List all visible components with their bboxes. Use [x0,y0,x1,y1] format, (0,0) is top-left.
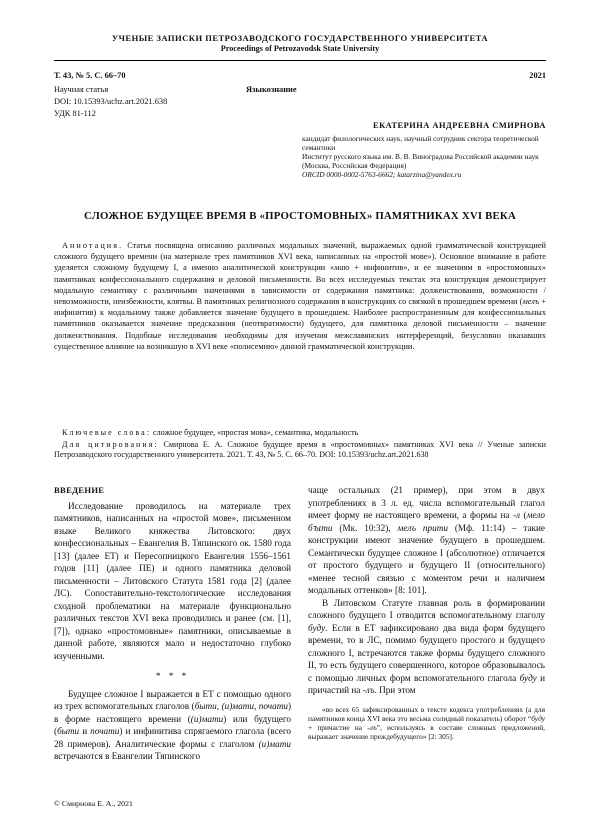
abstract-italic: мелъ [522,297,540,307]
paragraph [308,597,545,697]
italic: мело бꙑти [308,510,546,533]
author-name: ЕКАТЕРИНА АНДРЕЕВНА СМИРНОВА [372,121,546,130]
volume-pages: Т. 43, № 5. С. 66–70 [54,71,126,80]
article-type: Научная статья [54,85,109,94]
header-rule [54,60,546,61]
article-title: СЛОЖНОЕ БУДУЩЕЕ ВРЕМЯ В «ПРОСТОМОВНЫХ» ПАМЯТНИКАХ XVI ВЕКА [84,210,516,222]
author-institute: Институт русского языка им. В. В. Виноградова Российской академии наук (Москва, Российская Федерация) [302,152,539,171]
italic: быти [57,726,80,736]
abstract [54,240,546,352]
author-position: кандидат филологических наук, научный сотрудник сектора теоретической семантики [302,134,539,153]
abstract-label: Аннотация. [62,241,124,250]
text: Будущее сложное I выражается в ЕТ с помощью одного из трех вспомогательных глаголов ( [54,688,291,711]
column-right [308,484,545,742]
italic: мелъ прити [397,522,448,533]
text: ( [520,510,527,520]
journal-title-en: Proceedings of Petrozavodsk State University [220,44,380,53]
italic: быти, (и)мати, почати [194,701,288,711]
udc: УДК 81-112 [54,109,96,118]
author-affiliation [302,134,546,179]
journal-title-ru: УЧЕНЫЕ ЗАПИСКИ ПЕТРОЗАВОДСКОГО ГОСУДАРСТВЕННОГО УНИВЕРСИТЕТА [111,33,489,43]
citation [54,440,546,460]
column-left [54,484,291,763]
paragraph [308,484,545,597]
keywords-label: Ключевые слова: [62,428,151,437]
text: (Мф. 11:14) – такие конструкции имеют значение будущего в прошедшем. Семантически будущее сложное I (абсолютное) отличается от простого будущего и будущего II (относительного) «менее тесной связью с моментом речи и наличием модальных оттенков» [8: 101]. [308,522,545,595]
abstract-text: + инфинитив», и ее значениям в «простомовных» памятниках конфессионального содержания и деловой письменности. Во всех исследуемых текстах эта конструкция демонстрирует модальную семантику с различными значениями в зависимости от содержания памятника: долженствования, возможности / невозможности, неизбежности, клятвы. В памятниках религиозного содержания в конструкциях со связкой в прошедшем времени ( [54,263,546,307]
copyright: © Смирнова Е. А., 2021 [54,799,133,808]
block-quote [308,705,545,742]
text: ”, используясь в составе сложных предложений, выражает значение преждебудущего» [2: 305]. [308,723,545,742]
italic: буду [308,622,326,633]
paragraph [54,688,291,763]
abstract-text: + инфинитив) к модальному также добавляется значение будущего в прошедшем. Наиболее распространенным для конфессиональных памятников оказывается значение предсказания (неотвратимости) будущего, для памятника деловой письменности – значение долженствования. Подобные исследования необходимы для изучения межславянских интерференций, безусловно оказавших существенное влияние на возникшую в XVI веке «полисемию» данной грамматической конструкции. [54,297,546,351]
section-label: Языкознание [246,85,297,94]
keywords-text: сложное будущее, «простая мова», семантика, модальность [150,428,359,437]
italic: (и)мати [190,713,224,724]
text: ) и инфинитива спрягаемого глагола (всего 28 примеров). Аналитические формы с глаголом [54,726,291,749]
paragraph: Исследование проводилось на материале трех памятников, написанных на «простой мове», письменном языке Великого княжества Литовского: двух конфессиональных – Евангелия В. Тяпинского ок. 1580 года [13] (далее ЕТ) и Пересопницкого Евангелия 1556–1561 годов [11] (далее ПЕ) и одного памятника деловой письменности – Литовского Статута 1581 года [2] (далее ЛС). Сопоставительно-текстологические исследования сходной проблематики на материале функционально различных текстов XVI века проводились и ранее (см. [1], [7]), однако «простомовные» памятники, описываемые в данной работе, являются мало и недостаточно глубоко изученными. [54,500,291,661]
author-contact[interactable]: ORCID 0000-0002-5763-6662; katarzina@yandex.ru [302,170,462,180]
italic: буду [531,713,545,723]
text: (Мк. 10:32), [332,522,398,533]
text: ) или будущего ( [54,713,292,736]
text: встречаются в Евангелии Тяпинского [54,751,201,761]
text: «во всех 65 зафиксированных в тексте кодекса употреблениях (а для памятников конца XVI века это весьма солидный показатель) оборот “ [308,704,545,723]
italic: -л [512,510,521,520]
doi[interactable]: DOI: 10.15393/uchz.art.2021.638 [54,97,168,106]
citation-text: Смирнова Е. А. Сложное будущее время в «простомовных» памятниках XVI века // Ученые записки Петрозаводского государственного университета. 2021. Т. 43, № 5. С. 66–70. DOI: 10.15393/uchz.art.2021.638 [54,440,547,459]
text: В Литовском Статуте главная роль в формировании сложного будущего I отводится вспомогательному глаголу [308,597,545,620]
italic: буду [519,672,537,683]
text: + причастие на [308,723,368,733]
text: ) в форме настоящего времени ( [54,701,291,724]
italic: почати [90,726,120,736]
text: . Если в ЕТ зафиксировано два вида форм будущего времени, то в ЛС, помимо будущего простого и будущего сложного I, встречаются также формы будущего сложного II, то есть будущего совершенного, которое образовывалось с помощью личных форм вспомогательного глагола [308,622,545,683]
abstract-italic: маю [334,263,350,273]
text: и [79,726,91,736]
italic: -лъ [367,723,377,733]
keywords [54,427,546,438]
text: чаще остальных (21 пример), при этом в двух употреблениях в 3 л. ед. числа вспомогательный глагол имеет форму не настоящего времени, а формы на [308,485,545,520]
text: . При этом [374,685,416,695]
section-divider: * * * [155,671,190,681]
abstract-text: Статья посвящена описанию различных модальных значений, выражаемых одной грамматической конструкцией сложного будущего времени (на материале трех памятников XVI века, написанных на «простой мове»). Основное внимание в работе уделяется сложному будущему I, а именно аналитической конструкции « [54,241,546,273]
citation-label: Для цитирования: [62,440,159,449]
italic: (и)мати [258,738,291,749]
italic: -лъ [362,685,375,695]
text: и причастий на [308,672,545,695]
section-heading: ВВЕДЕНИЕ [54,485,105,495]
year: 2021 [529,71,546,80]
